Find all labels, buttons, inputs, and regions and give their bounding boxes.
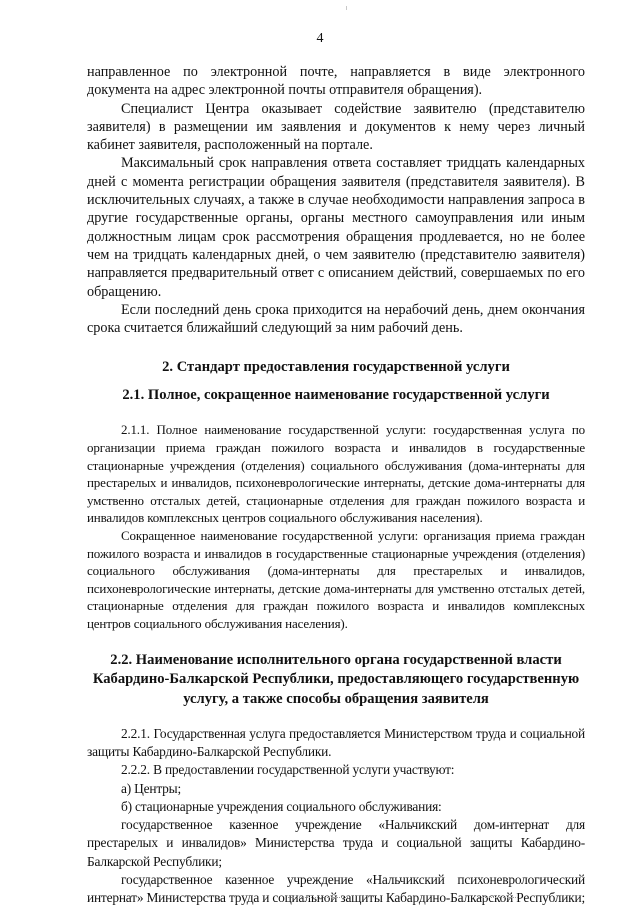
section-heading: 2. Стандарт предоставления государственной услуги (162, 359, 510, 376)
paragraph: Если последний день срока приходится на нерабочий день, днем окончания срока считается ближайший следующий за ним рабочий день. (87, 301, 585, 337)
subsection-heading: 2.2. Наименование исполнительного органа государственной власти Кабардино-Балкарской Республики, предоставляющего государственную услугу, а также способы обращения заявителя (92, 651, 580, 707)
paragraph: 2.1.1. Полное наименование государственной услуги: государственная услуга по организации приема граждан пожилого возраста и инвалидов в государственные стационарные учреждения (отделения) социального обслуживания (дома-интернаты для престарелых и инвалидов, психоневрологические интернаты, детские дома-интернаты для умственно отсталых детей, стационарные отделения для граждан пожилого возраста и инвалидов комплексных центров социального обслуживания населения). (87, 422, 585, 526)
paragraph: 2.2.2. В предоставлении государственной услуги участвуют: (121, 762, 455, 778)
scan-artifact (346, 6, 347, 10)
list-item: а) Центры; (121, 780, 181, 796)
subsection-heading: 2.1. Полное, сокращенное наименование государственной услуги (122, 387, 550, 404)
list-item: государственное казенное учреждение «Нальчикский дом-интернат для престарелых и инвалидов» Министерства труда и социальной защиты Кабардино-Балкарской Республики; (87, 817, 585, 869)
scan-artifact (478, 897, 518, 899)
paragraph: 2.2.1. Государственная услуга предоставляется Министерством труда и социальной защиты Кабардино-Балкарской Республики. (87, 726, 585, 760)
scan-artifact (288, 897, 348, 899)
paragraph: направленное по электронной почте, направляется в виде электронного документа на адрес электронной почты отправителя обращения). (87, 64, 585, 99)
page-number: 4 (316, 31, 324, 46)
paragraph: Специалист Центра оказывает содействие заявителю (представителю заявителя) в размещении им заявления и документов к нему через личный кабинет заявителя, расположенный на портале. (87, 100, 585, 154)
document-body (87, 63, 585, 907)
list-item: государственное казенное учреждение «Нальчикский психоневрологический интернат» Министерства труда и социальной защиты Кабардино-Балкарской Республики; (87, 871, 585, 905)
paragraph: Сокращенное наименование государственной услуги: организация приема граждан пожилого возраста и инвалидов в государственные стационарные учреждения (отделения) социального обслуживания (дома-интернаты для престарелых и инвалидов, психоневрологические интернаты, детские дома-интернаты для умственно отсталых детей, стационарные отделения для граждан пожилого возраста и инвалидов комплексных центров социального обслуживания населения). (87, 528, 585, 631)
list-item: б) стационарные учреждения социального обслуживания: (121, 798, 442, 814)
paragraph: Максимальный срок направления ответа составляет тридцать календарных дней с момента регистрации обращения заявителя (представителя заявителя). В исключительных случаях, а также в случае необходимости направления запроса в другие государственные органы, органы местного самоуправления или иным должностным лицам срок рассмотрения обращения продлевается, но не более чем на тридцать календарных дней, о чем заявителю (представителю заявителя) направляется предварительный ответ с описанием действий, совершаемых по его обращению. (87, 155, 585, 300)
